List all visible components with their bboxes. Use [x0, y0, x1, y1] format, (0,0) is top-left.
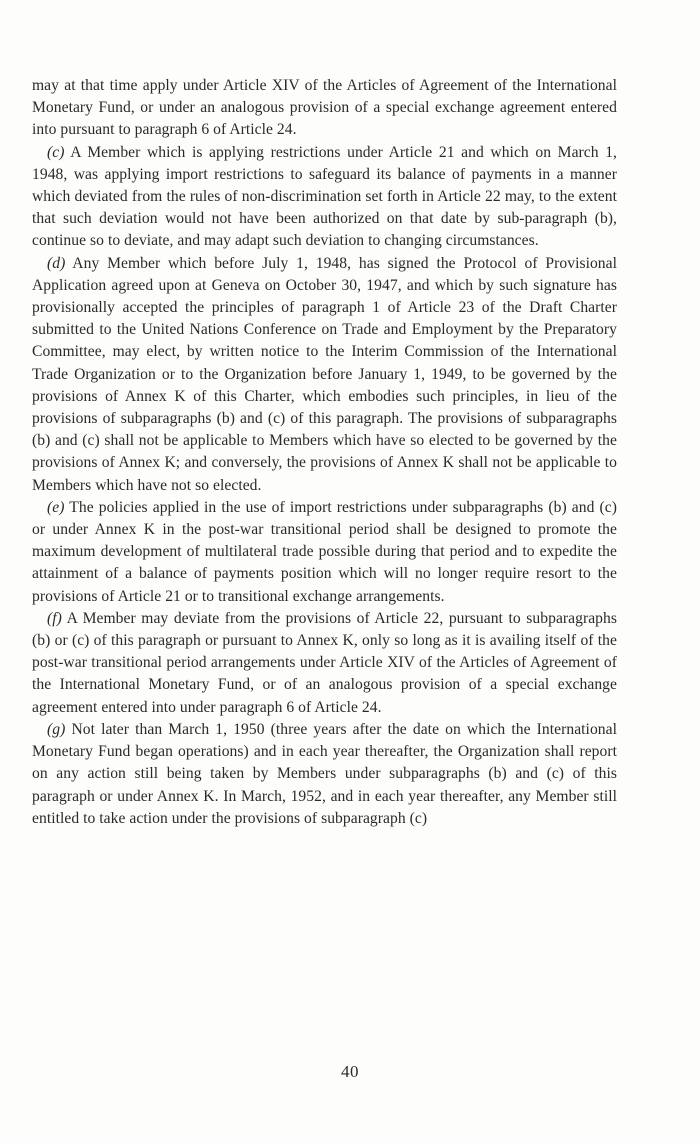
- page-number: 40: [341, 1062, 359, 1081]
- paragraph-label: (c): [47, 143, 65, 161]
- paragraph-label: (e): [47, 498, 65, 516]
- paragraph-text: Not later than March 1, 1950 (three years after the date on which the International Monetary Fund began operations) and in each year thereafter, the Organization shall report on any action still being taken by Members under subparagraphs (b) and (c) of this paragraph or under Annex K. In March, 1952, and in each year thereafter, any Member still entitled to take action under the provisions of subparagraph (c): [32, 720, 617, 827]
- paragraph-text: A Member which is applying restrictions under Article 21 and which on March 1, 1948, was applying import restrictions to safeguard its balance of payments in a manner which deviated from the rules of non-discrimination set forth in Article 22 may, to the extent that such deviation would not have been authorized on that date by sub-paragraph (b), continue so to deviate, and may adapt such deviation to changing circumstances.: [32, 143, 617, 250]
- paragraph-e: [32, 497, 617, 608]
- paragraph-g: [32, 719, 617, 830]
- paragraph-f: [32, 608, 617, 719]
- paragraph-d: [32, 253, 617, 497]
- paragraph-text: Any Member which before July 1, 1948, has signed the Protocol of Provisional Application agreed upon at Geneva on October 30, 1947, and which by such signature has provisionally accepted the principles of paragraph 1 of Article 23 of the Draft Charter submitted to the United Nations Conference on Trade and Employment by the Preparatory Committee, may elect, by written notice to the Interim Commission of the International Trade Organization or to the Organization before January 1, 1949, to be governed by the provisions of Annex K of this Charter, which embodies such principles, in lieu of the provisions of subparagraphs (b) and (c) of this paragraph. The provisions of subparagraphs (b) and (c) shall not be applicable to Members which have so elected to be governed by the provisions of Annex K; and conversely, the provisions of Annex K shall not be applicable to Members which have not so elected.: [32, 254, 617, 494]
- paragraph-label: (d): [47, 254, 66, 272]
- paragraph-continuation: [32, 75, 617, 142]
- paragraph-label: (g): [47, 720, 66, 738]
- paragraph-text: may at that time apply under Article XIV of the Articles of Agreement of the International Monetary Fund, or under an analogous provision of a special exchange agreement entered into pursuant to paragraph 6 of Article 24.: [32, 77, 617, 139]
- paragraph-text: A Member may deviate from the provisions of Article 22, pursuant to subparagraphs (b) or (c) of this paragraph or pursuant to Annex K, only so long as it is availing itself of the post-war transitional period arrangements under Article XIV of the Articles of Agreement of the International Monetary Fund, or of an analogous provision of a special exchange agreement entered into under paragraph 6 of Article 24.: [32, 609, 617, 716]
- paragraph-c: [32, 142, 617, 253]
- paragraph-label: (f): [47, 609, 62, 627]
- paragraph-text: The policies applied in the use of import restrictions under subparagraphs (b) and (c) or under Annex K in the post-war transitional period shall be designed to promote the maximum development of multilateral trade possible during that period and to expedite the attainment of a balance of payments position which will no longer require resort to the provisions of Article 21 or to transitional exchange arrangements.: [32, 498, 617, 605]
- body-text: [32, 75, 617, 830]
